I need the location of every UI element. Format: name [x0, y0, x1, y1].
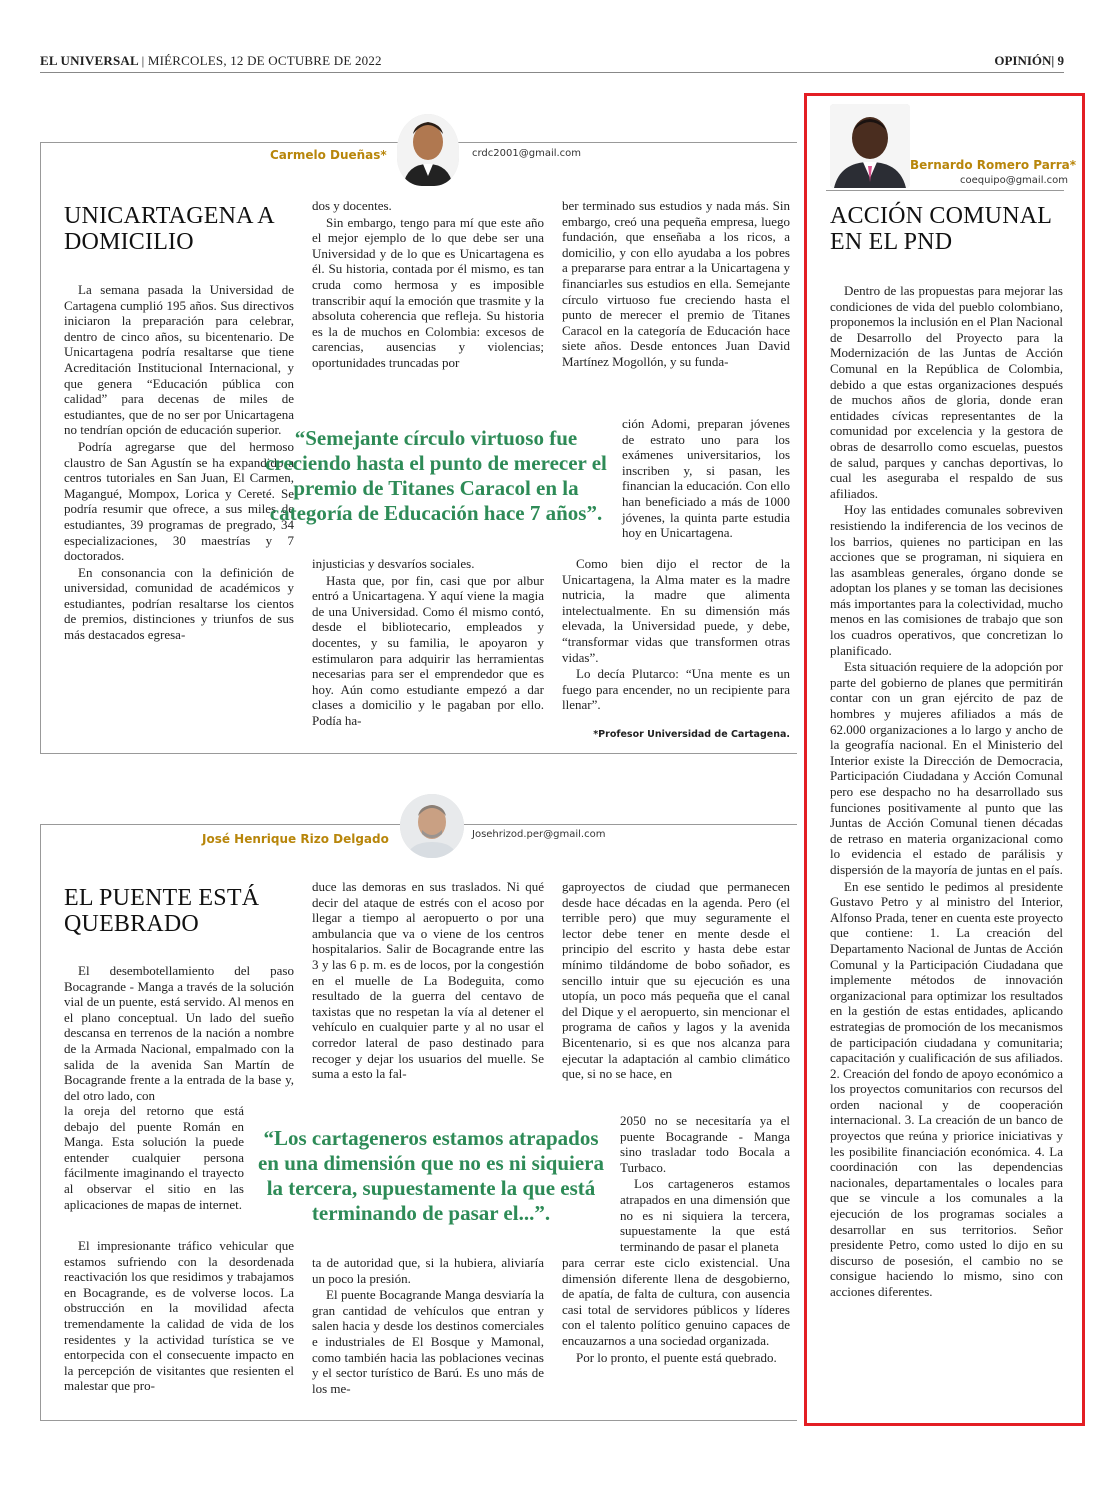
issue-date: | MIÉRCOLES, 12 DE OCTUBRE DE 2022 [141, 53, 382, 68]
title-divider [826, 190, 1064, 191]
paragraph: En ese sentido le pedimos al presidente Gustavo Petro y al ministro del Interior, Alfonso Prada, tener en cuenta este proyecto que contiene: 1. La creación del Departamento Nacional de Juntas de Acción Comunal y la Participación Ciudadana que implemente métodos de innovación organizacional para optimizar los resultados en la gestión de estas entidades, aplicando estrategias de promoción de los mecanismos de participación ciudadana y comunitaria; capacitación y cualificación de sus afiliados. 2. Creación del fondo de apoyo económico a los proyectos comunitarios con recursos del orden nacional y de cooperación internacional. 3. La creación de un banco de proyectos que reúna y priorice iniciativas y les posibilite financiación económica. 4. La coordinación con las dependencias nacionales, departamentales o locales para que se vincule a los comunales a la ejecución de los programas sociales a desarrollar en sus territorios. Señor presidente Petro, como usted lo dijo en su discurso de posesión, el cambio no se consigue haciendo lo mismo, sino con acciones diferentes. [830, 878, 1063, 1299]
paragraph: El impresionante tráfico vehicular que estamos sufriendo con la desordenada reactivación los que residimos y trabajamos en Bocagrande, es de volverse locos. La obstrucción en la movilidad afecta tremendamente la calidad de vida de los residentes y la actividad turística se ve entorpecida con el consecuente impacto en la percepción de visitantes que resienten el malestar que pro- [64, 1238, 294, 1394]
author-photo-carmelo [397, 114, 459, 186]
paragraph: 2050 no se necesitaría ya el puente Bocagrande - Manga sino trasladar todo Bocala a Turbaco. [620, 1113, 790, 1175]
paragraph: Hasta que, por fin, casi que por albur entró a Unicartagena. Y aquí viene la magia de una Universidad. Como él mismo contó, desde el bibliotecario, empleados y docentes, y su familia, le apoyaron y estimularon para adquirir las herramientas necesarias para ser el emprendedor que es hoy. Aún como estudiante empezó a dar clases a domicilio y le pagaban por ello. Podía ha- [312, 572, 544, 728]
paragraph: La semana pasada la Universidad de Cartagena cumplió 195 años. Sus directivos iniciaron la preparación para celebrar, dentro de cinco años, su bicentenario. De Unicartagena podría resaltarse que tiene Acreditación Institucional Internacional, y que genera “Educación pública con calidad” para decenas de miles de estudiantes, que de no ser por Unicartagena no tendrían opción de educación superior. [64, 282, 294, 438]
article-body [830, 283, 1063, 1301]
paragraph: Esta situación requiere de la adopción por parte del gobierno de planes que permitirán contar con un gran ejército de paz de hombres y mujeres afiliados a más de 62.000 organizaciones a lo largo y ancho de la geografía nacional. En el Ministerio del Interior existe la Dirección de Democracia, Participación Ciudadana y Acción Comunal pero ese despacho no ha desarrollado sus funciones positivamente al punto que las Juntas de Acción Comunal tienen décadas de retraso en materia organizacional como lo evidencia el estado de parálisis y dispersión de la mayoría de juntas en el país. [830, 659, 1063, 877]
article-column-2-bottom [312, 556, 544, 730]
article-column-3-bottom [562, 1255, 790, 1366]
paragraph: El desembotellamiento del paso Bocagrande - Manga a través de la solución vial de un puente, está servido. Al menos en el plano conceptual. Un lado del sueño descansa en terrenos de la nación a nombre de la Armada Nacional, empalmado con la salida de la avenida San Martín de Bocagrande frente a la entrada de la base y, del otro lado, con [64, 963, 294, 1103]
paragraph: Como bien dijo el rector de la Unicartagena, la Alma mater es la madre nutricia, la madre que alimenta intelectualmente. En su dimensión más elevada, la Universidad puede, y debe, “transformar vidas que transformen otras vidas”. [562, 556, 790, 665]
article-column-1-top [64, 963, 294, 1104]
pull-quote: “Semejante círculo virtuoso fue creciendo hasta el punto de merecer el premio de Titanes Caracol en la categoría de Educación hace 7 años”. [265, 426, 607, 525]
article-title: ACCIÓN COMUNAL EN EL PND [830, 203, 1052, 255]
author-name: José Henrique Rizo Delgado [202, 832, 389, 846]
paragraph: injusticias y desvaríos sociales. [312, 556, 475, 571]
author-name: Carmelo Dueñas* [270, 148, 387, 162]
header-divider [40, 72, 1064, 73]
article-column-1-bottom [64, 1238, 294, 1395]
paragraph: En consonancia con la definición de universidad, comunidad de académicos y estudiantes, podrían resaltarse los cientos de premios, distinciones y triunfos de sus más destacados egresa- [64, 564, 294, 643]
article-column-3-top [562, 198, 790, 371]
masthead [40, 53, 382, 69]
author-photo-jose [400, 794, 464, 858]
paragraph: para cerrar este ciclo existencial. Una dimensión diferente llena de desgobierno, de apatía, de falta de cultura, con ausencia casi total de servidores públicos y líderes con el talento político genuino capaces de encauzarnos a una sociedad organizada. [562, 1255, 790, 1348]
article-column-3-bottom [562, 556, 790, 714]
article-column-2-bottom [312, 1255, 544, 1397]
paragraph: Los cartageneros estamos atrapados en una dimensión que no es ni siquiera la tercera, supuestamente la que está terminando de pasar el planeta [620, 1176, 790, 1254]
paragraph: Podría agregarse que del hermoso claustro de San Agustín se ha expandido a centros tutoriales en San Juan, El Carmen, Magangué, Mompox, Lorica y Cereté. Se podría resumir que ofrece, a sus miles de estudiantes, 39 programas de pregrado, 34 especializaciones, 30 maestrías y 7 doctorados. [64, 438, 294, 564]
paragraph: ber terminado sus estudios y nada más. Sin embargo, creó una pequeña empresa, luego fundación, que enseñaba a los ricos, a domicilio, y con ello ayudaba a los pobres a prepararse para entrar a la Unicartagena y financiarles sus estudios en ella. Semejante círculo virtuoso fue creciendo hasta el punto de merecer el premio de Titanes Caracol en la categoría de Educación hace siete años. Desde entonces Juan David Martínez Mogollón, y su funda- [562, 198, 790, 369]
paper-name: EL UNIVERSAL [40, 53, 139, 68]
paragraph: Por lo pronto, el puente está quebrado. [576, 1349, 777, 1365]
article-column-3-top [562, 879, 790, 1083]
article-column-2-top [312, 879, 544, 1083]
article-column-2-top [312, 198, 544, 372]
article-title: EL PUENTE ESTÁ QUEBRADO [64, 885, 260, 937]
paragraph: Dentro de las propuestas para mejorar las condiciones de vida del pueblo colombiano, proponemos la inclusión en el Plan Nacional de Desarrollo del Proyecto para la Modernización de las Juntas de Acción Comunal en la República de Colombia, debido a que estas organizaciones después de muchos años de gloria, donde eran entidades cívicas representantes de la comunidad por excelencia y la gestora de obras de desarrollo como escuelas, puestos de salud, parques y canchas deportivas, lo cual les aseguraba el respaldo de sus afiliados. [830, 283, 1063, 501]
article-column-3-narrow [622, 416, 790, 542]
paragraph: la oreja del retorno que está debajo del puente Román en Manga. Esta solución la puede entender cualquier persona fácilmente imaginando el trayecto al observar el sitio en las aplicaciones de mapas de internet. [64, 1103, 244, 1212]
paragraph: Sin embargo, tengo para mí que este año el mejor ejemplo de lo que debe ser una Universidad y de lo que es Unicartagena es él. Su historia, contada por él mismo, es tan cruda como hermosa y es imposible transcribir aquí la emoción que trasmite y la absoluta coherencia que refleja. Su historia es la de muchos en Colombia: excesos de carencias, ausencias y violencias; oportunidades truncadas por [312, 214, 544, 370]
article-title: UNICARTAGENA A DOMICILIO [64, 203, 274, 255]
paragraph: Hoy las entidades comunales sobreviven resistiendo la indiferencia de los vecinos de los barrios, quienes no participan en las acciones que se programan, ni siquiera en las asambleas generales, órgano donde se adoptan los planes y se toman las decisiones más importantes para la colectividad, mucho menos en las comisiones de trabajo que son los cuadros operativos, que concretizan lo planificado. [830, 502, 1063, 658]
author-photo-bernardo [830, 104, 910, 188]
paragraph: dos y docentes. [312, 198, 392, 213]
section-label: OPINIÓN| 9 [994, 53, 1064, 68]
author-signature: *Profesor Universidad de Cartagena. [593, 729, 790, 740]
article-column-1-narrow [64, 1103, 244, 1213]
paragraph: gaproyectos de ciudad que permanecen desde hace décadas en la agenda. Pero (el terrible pero) que muy seguramente el lector debe tener en mente desde el principio del escrito y hasta debe estar mínimo tildándome de bobo soñador, es sencillo intuir que su ejecución es una utopía, un poco más pequeña que el canal del Dique y el aeropuerto, sin mencionar el programa de caños y lagos y la avenida Bicentenario, si es que nos alcanza para ejecutar la adaptación al cambio climático que, si no se hace, en [562, 879, 790, 1082]
author-email[interactable]: coequipo@gmail.com [960, 175, 1069, 186]
paragraph: Lo decía Plutarco: “Una mente es un fuego para encender, no un recipiente para llenar”. [562, 666, 790, 713]
author-name: Bernardo Romero Parra* [910, 158, 1077, 172]
author-email[interactable]: Josehrizod.per@gmail.com [472, 829, 606, 840]
article-column-3-narrow [620, 1113, 790, 1255]
pull-quote: “Los cartageneros estamos atrapados en una dimensión que no es ni siquiera la tercera, supuestamente la que está terminando de pasar el...”. [257, 1126, 604, 1225]
paragraph: ción Adomi, preparan jóvenes de estrato uno para los exámenes universitarios, los inscriben y, si pasan, les financian la educación. Con ello han beneficiado a más de 1000 jóvenes, la quinta parte estudia hoy en Unicartagena. [622, 416, 790, 541]
paragraph: El puente Bocagrande Manga desviaría la gran cantidad de vehículos que entran y salen hacia y desde los destinos comerciales e industriales de El Bosque y Mamonal, como también hacia las poblaciones vecinas y el sector turístico de Barú. Es uno más de los me- [312, 1287, 544, 1396]
paragraph: ta de autoridad que, si la hubiera, aliviaría un poco la presión. [312, 1255, 544, 1286]
author-email[interactable]: crdc2001@gmail.com [472, 148, 582, 159]
paragraph: duce las demoras en sus traslados. Ni qué decir del ataque de estrés con el acoso por llegar a tiempo al aeropuerto o por una ambulancia que va o viene de los centros hospitalarios. Salir de Bocagrande entre las 3 y las 6 p. m. es de locos, por la congestión en el muelle de La Bodeguita, como resultado de la guerra del centavo de taxistas que no respetan la vía al detener el vehículo en cualquier parte y al no usar el corredor lateral de paso destinado para recoger y dejar los usuarios del muelle. Se suma a esto la fal- [312, 879, 544, 1082]
